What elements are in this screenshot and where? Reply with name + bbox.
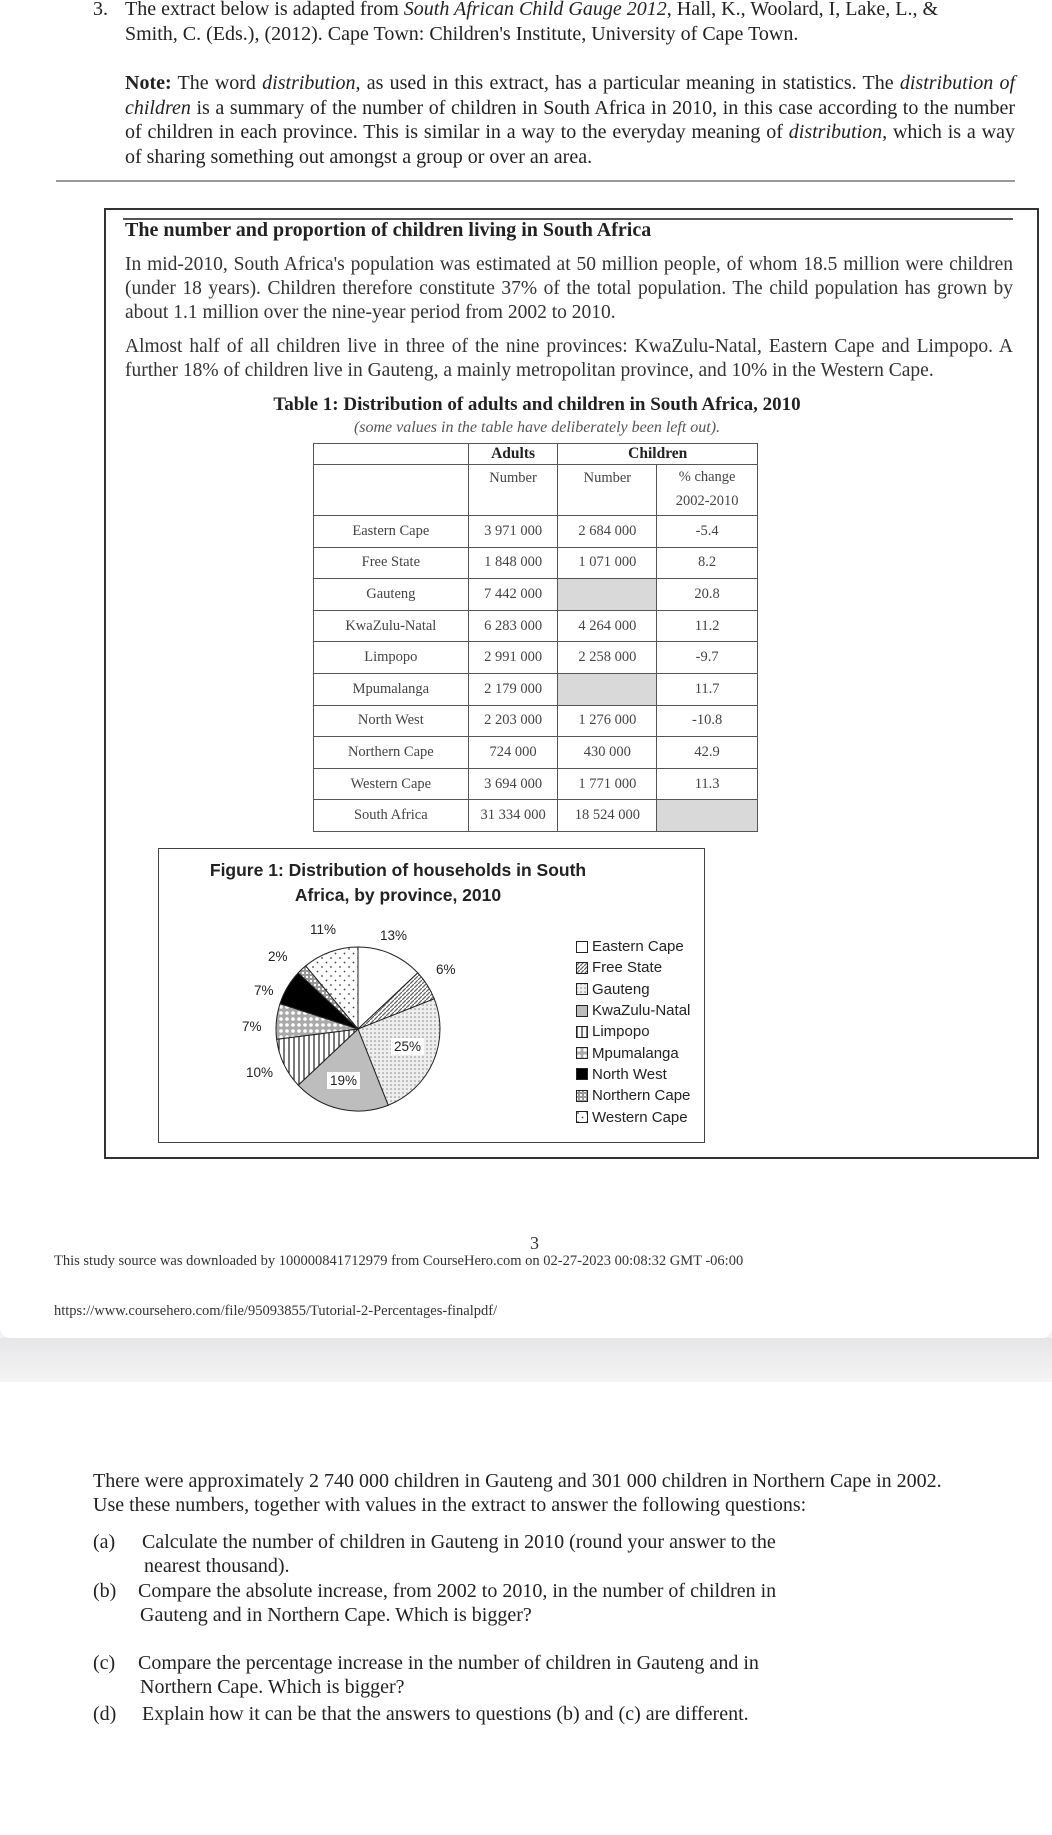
table-row <box>314 579 758 611</box>
legend-item <box>576 936 690 957</box>
source-url[interactable]: https://www.coursehero.com/file/95093855/Tutorial-2-Percentages-finalpdf/ <box>54 1303 498 1319</box>
questions-intro-1: There were approximately 2 740 000 children in Gauteng and 301 000 children in Northern Cape in 2002. <box>93 1470 942 1492</box>
page-number: 3 <box>530 1233 539 1253</box>
table-row <box>314 610 758 642</box>
questions-intro-2: Use these numbers, together with values in the extract to answer the following questions: <box>93 1494 807 1516</box>
figure-title-line1: Figure 1: Distribution of households in South <box>209 860 587 880</box>
table-subtitle: (some values in the table have deliberately been left out). <box>353 419 721 436</box>
intro-text-a: The extract below is adapted from <box>125 0 404 20</box>
legend-swatch <box>576 962 588 974</box>
pie-data-label: 10% <box>246 1065 274 1080</box>
note-term: distribution <box>262 72 356 94</box>
divider <box>56 180 1015 182</box>
legend-label: Northern Cape <box>592 1087 691 1105</box>
table-title: Table 1: Distribution of adults and children in South Africa, 2010 <box>273 394 801 415</box>
pct-change-cell: -10.8 <box>657 705 758 737</box>
pie-data-label: 25% <box>391 1038 424 1055</box>
legend-swatch <box>576 1005 588 1017</box>
pct-change-cell: -9.7 <box>657 642 758 674</box>
legend-item <box>576 1085 690 1106</box>
pct-change-cell: 8.2 <box>657 547 758 579</box>
intro-text <box>125 0 1025 46</box>
adults-number-cell: 2 203 000 <box>468 705 558 737</box>
children-number-cell: 4 264 000 <box>558 610 657 642</box>
table-row <box>314 768 758 800</box>
province-cell: Northern Cape <box>314 737 469 769</box>
pct-change-cell: 42.9 <box>657 737 758 769</box>
legend-label: Gauteng <box>592 980 650 998</box>
pct-change-cell: 20.8 <box>657 579 758 611</box>
province-cell: Eastern Cape <box>314 516 469 548</box>
adults-number-cell: 1 848 000 <box>468 547 558 579</box>
figure-title-line2: Africa, by province, 2010 <box>294 885 502 905</box>
question-text <box>142 1702 982 1750</box>
source-title: South African Child Gauge 2012 <box>403 0 667 20</box>
legend-label: Mpumalanga <box>592 1044 679 1062</box>
children-number-cell <box>558 673 657 705</box>
legend-item <box>576 1000 690 1021</box>
item-number: 3. <box>93 0 108 20</box>
adults-number-cell: 2 991 000 <box>468 642 558 674</box>
legend-item <box>576 957 690 978</box>
question-line: nearest thousand). <box>144 1555 290 1577</box>
question-line: Compare the absolute increase, from 2002 to 2010, in the number of children in <box>138 1580 777 1602</box>
header-pct-label: % change <box>678 469 736 485</box>
download-note: This study source was downloaded by 100000841712979 from CourseHero.com on 02-27-2023 00:08:32 GMT -06:00 <box>54 1253 744 1269</box>
table-row <box>314 642 758 674</box>
header-pct-period: 2002-2010 <box>675 493 739 509</box>
children-number-cell: 2 684 000 <box>558 516 657 548</box>
extract-para-2: Almost half of all children live in three of the nine provinces: KwaZulu-Natal, Eastern Cape and Limpopo. A further 18% of children live in Gauteng, a mainly metropolitan province, and 10% in the Western Cape. <box>125 336 1013 381</box>
legend-item <box>576 1021 690 1042</box>
adults-number-cell: 2 179 000 <box>468 673 558 705</box>
note-term: distribution of children <box>125 72 1016 119</box>
table-row <box>314 516 758 548</box>
adults-number-cell: 3 694 000 <box>468 768 558 800</box>
question-label: (a) <box>93 1531 116 1553</box>
pct-change-cell: 11.3 <box>657 768 758 800</box>
pie-data-label: 13% <box>380 928 408 943</box>
legend-item <box>576 979 690 1000</box>
header-children-number: Number <box>558 465 657 516</box>
children-number-cell: 18 524 000 <box>558 800 657 832</box>
legend-item <box>576 1042 690 1063</box>
legend-label: Limpopo <box>592 1023 650 1041</box>
province-cell: Free State <box>314 547 469 579</box>
children-number-cell: 2 258 000 <box>558 642 657 674</box>
page-gap <box>0 1338 1052 1382</box>
note <box>125 71 1015 169</box>
header-pct-change <box>657 465 758 516</box>
adults-number-cell: 3 971 000 <box>468 516 558 548</box>
header-adults: Adults <box>468 444 558 465</box>
extract-heading: The number and proportion of children living in South Africa <box>125 219 652 241</box>
legend-swatch <box>576 1047 588 1059</box>
question-line: Explain how it can be that the answers to questions (b) and (c) are different. <box>142 1703 749 1725</box>
pct-change-cell <box>657 800 758 832</box>
pie-data-label: 19% <box>327 1072 360 1089</box>
legend-swatch <box>576 1090 588 1102</box>
legend-label: KwaZulu-Natal <box>592 1002 691 1020</box>
pct-change-cell: 11.2 <box>657 610 758 642</box>
pct-change-cell: 11.7 <box>657 673 758 705</box>
note-term: distribution <box>788 121 883 143</box>
question-text <box>142 1530 982 1578</box>
children-number-cell: 1 071 000 <box>558 547 657 579</box>
children-number-cell: 430 000 <box>558 737 657 769</box>
province-cell: Mpumalanga <box>314 673 469 705</box>
question-label: (c) <box>93 1652 116 1674</box>
legend-label: Free State <box>592 959 663 977</box>
pie-data-label: 7% <box>242 1019 262 1034</box>
note-label: Note: <box>125 72 172 94</box>
note-text: The word <box>171 72 263 94</box>
pie-data-label: 2% <box>268 949 288 964</box>
table-row <box>314 547 758 579</box>
province-cell: South Africa <box>314 800 469 832</box>
children-number-cell: 1 276 000 <box>558 705 657 737</box>
questions-intro <box>93 1469 1018 1517</box>
province-cell: Gauteng <box>314 579 469 611</box>
table-row <box>314 800 758 832</box>
header-adults-number: Number <box>468 465 558 516</box>
children-number-cell <box>558 579 657 611</box>
table-row <box>314 705 758 737</box>
legend-swatch <box>576 1111 588 1123</box>
province-cell: Limpopo <box>314 642 469 674</box>
intro-text-b: , Hall, K., Woolard, I, Lake, L., & <box>666 0 939 20</box>
adults-number-cell: 724 000 <box>468 737 558 769</box>
chart-legend <box>576 936 690 1128</box>
question-line: Gauteng and in Northern Cape. Which is bigger? <box>140 1604 532 1626</box>
question-text <box>138 1651 978 1699</box>
distribution-table <box>313 443 758 832</box>
legend-label: Western Cape <box>592 1108 688 1126</box>
province-cell: Western Cape <box>314 768 469 800</box>
question-line: Calculate the number of children in Gauteng in 2010 (round your answer to the <box>142 1531 776 1553</box>
header-children: Children <box>558 444 758 465</box>
pie-data-label: 6% <box>436 962 456 977</box>
header-empty <box>314 444 469 465</box>
extract-para-1: In mid-2010, South Africa's population was estimated at 50 million people, of whom 18.5 million were children (under 18 years). Children therefore constitute 37% of the total population. The child population has grown by about 1.1 million over the nine-year period from 2002 to 2010. <box>125 254 1013 323</box>
province-cell: KwaZulu-Natal <box>314 610 469 642</box>
adults-number-cell: 31 334 000 <box>468 800 558 832</box>
children-number-cell: 1 771 000 <box>558 768 657 800</box>
legend-item <box>576 1106 690 1127</box>
legend-swatch <box>576 1068 588 1080</box>
pie-data-label: 7% <box>254 983 274 998</box>
question-text <box>138 1579 978 1627</box>
adults-number-cell: 7 442 000 <box>468 579 558 611</box>
legend-label: North West <box>592 1065 667 1083</box>
legend-swatch <box>576 941 588 953</box>
question-label: (b) <box>93 1580 117 1602</box>
intro-text-c: Smith, C. (Eds.), (2012). Cape Town: Children's Institute, University of Cape Town. <box>125 22 799 45</box>
province-cell: North West <box>314 705 469 737</box>
note-text: is a summary of the number of children in South Africa in 2010, in this case according to the number of children in each province. This is similar in a way to the everyday meaning of <box>125 96 1015 143</box>
table-row <box>314 737 758 769</box>
note-text: , as used in this extract, has a particular meaning in statistics. The <box>355 72 900 94</box>
question-label: (d) <box>93 1703 117 1725</box>
pie-data-label: 11% <box>310 922 337 937</box>
table-row <box>314 673 758 705</box>
question-line: Compare the percentage increase in the number of children in Gauteng and in <box>138 1652 759 1674</box>
legend-item <box>576 1064 690 1085</box>
legend-label: Eastern Cape <box>592 938 684 956</box>
legend-swatch <box>576 1026 588 1038</box>
pct-change-cell: -5.4 <box>657 516 758 548</box>
header-empty <box>314 465 469 516</box>
legend-swatch <box>576 983 588 995</box>
question-line: Northern Cape. Which is bigger? <box>140 1676 405 1698</box>
adults-number-cell: 6 283 000 <box>468 610 558 642</box>
note-text: , which is a way of sharing something out amongst a group or over an area. <box>125 121 1015 168</box>
